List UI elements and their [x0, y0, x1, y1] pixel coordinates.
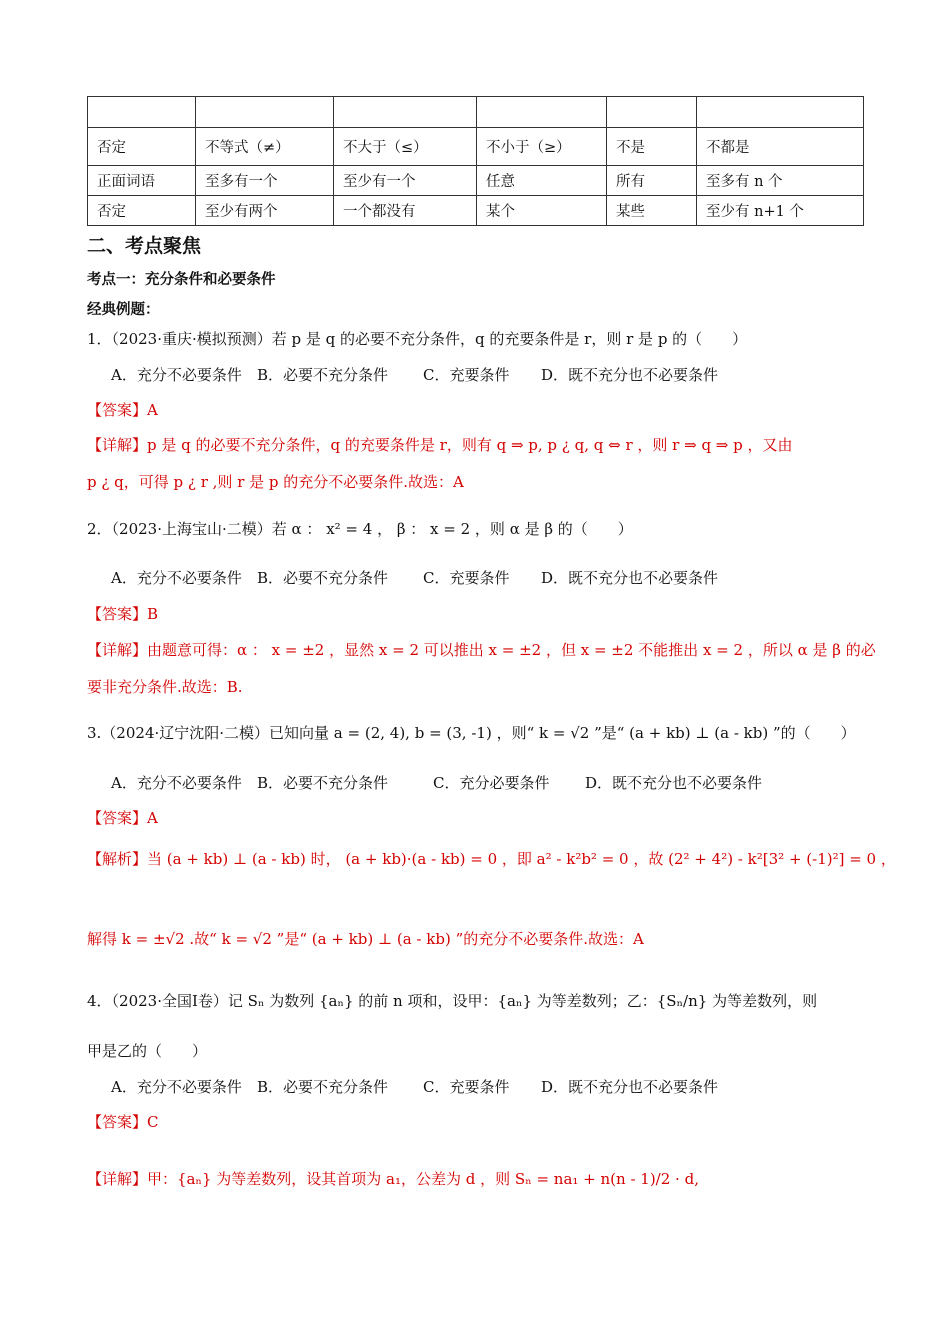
option-c: C．充要条件: [423, 569, 510, 587]
section-title: 二、考点聚焦: [87, 235, 202, 257]
option-c: C．充要条件: [423, 366, 510, 384]
table-cell: 至少有一个: [334, 166, 477, 196]
q4-answer: 【答案】C: [87, 1113, 159, 1131]
table-cell: [334, 97, 477, 128]
option-d: D．既不充分也不必要条件: [541, 569, 719, 587]
option-a: A．充分不必要条件: [111, 774, 242, 792]
option-b: B．必要不充分条件: [257, 366, 389, 384]
table-cell: 所有: [607, 166, 697, 196]
option-a: A．充分不必要条件: [111, 569, 242, 587]
q1-answer: 【答案】A: [87, 401, 158, 419]
q4-options: [111, 1076, 718, 1097]
table-row: [88, 128, 864, 166]
table-cell: 不小于（≥）: [477, 128, 607, 166]
table-cell: 任意: [477, 166, 607, 196]
q1-options: [111, 364, 718, 385]
q3-detail-line2: 解得 k = ±√2 .故“ k = √2 ”是“ (a + kb) ⊥ (a - kb) ”的充分不必要条件.故选：A: [87, 930, 644, 948]
q3-stem: 3.（2024·辽宁沈阳·二模）已知向量 a = (2, 4), b = (3, -1) ，则“ k = √2 ”是“ (a + kb) ⊥ (a - kb) ”的（ ）: [87, 724, 856, 742]
table-cell: 至少有 n+1 个: [697, 196, 864, 226]
option-b: B．必要不充分条件: [257, 774, 389, 792]
q1-detail-line2: p ¿ q，可得 p ¿ r ,则 r 是 p 的充分不必要条件.故选：A: [87, 473, 464, 491]
option-c: C．充分必要条件: [433, 774, 550, 792]
table-row: [88, 196, 864, 226]
point-title: 考点一：充分条件和必要条件: [87, 272, 276, 288]
negation-table: [87, 96, 864, 226]
table-cell: 不是: [607, 128, 697, 166]
option-d: D．既不充分也不必要条件: [585, 774, 763, 792]
q3-answer: 【答案】A: [87, 809, 158, 827]
table-cell: 某些: [607, 196, 697, 226]
option-a: A．充分不必要条件: [111, 366, 242, 384]
q2-detail-line1: 【详解】由题意可得：α ： x = ±2 ，显然 x = 2 可以推出 x = ±2 ，但 x = ±2 不能推出 x = 2 ，所以 α 是 β 的必: [87, 641, 876, 659]
option-d: D．既不充分也不必要条件: [541, 1078, 719, 1096]
option-d: D．既不充分也不必要条件: [541, 366, 719, 384]
q2-detail-line2: 要非充分条件.故选：B.: [87, 678, 243, 696]
option-a: A．充分不必要条件: [111, 1078, 242, 1096]
table-cell: 正面词语: [88, 166, 196, 196]
q2-stem: 2．（2023·上海宝山·二模）若 α ： x² = 4 ， β ： x = 2 ，则 α 是 β 的（ ）: [87, 520, 633, 538]
option-b: B．必要不充分条件: [257, 569, 389, 587]
option-b: B．必要不充分条件: [257, 1078, 389, 1096]
table-cell: 一个都没有: [334, 196, 477, 226]
examples-label: 经典例题：: [87, 302, 160, 318]
q3-detail-line1: 【解析】当 (a + kb) ⊥ (a - kb) 时， (a + kb)·(a - kb) = 0 ，即 a² - k²b² = 0 ，故 (2² + 4²) - k²[3² + (-1)²] = 0 ，: [87, 850, 896, 868]
table-cell: [477, 97, 607, 128]
q1-detail-line1: 【详解】p 是 q 的必要不充分条件，q 的充要条件是 r，则有 q ⇒ p, p ¿ q, q ⇔ r ，则 r ⇒ q ⇒ p ，又由: [87, 436, 793, 454]
table-cell: [88, 97, 196, 128]
table-row: [88, 97, 864, 128]
q4-stem-line1: 4．（2023·全国Ⅰ卷）记 Sₙ 为数列 {aₙ} 的前 n 项和，设甲：{aₙ} 为等差数列；乙：{Sₙ/n} 为等差数列，则: [87, 992, 818, 1010]
table-cell: [196, 97, 334, 128]
q4-detail-line1: 【详解】甲：{aₙ} 为等差数列，设其首项为 a₁，公差为 d ，则 Sₙ = na₁ + n(n - 1)/2 · d,: [87, 1170, 699, 1188]
q2-answer: 【答案】B: [87, 605, 159, 623]
table-row: [88, 166, 864, 196]
option-c: C．充要条件: [423, 1078, 510, 1096]
table-cell: [607, 97, 697, 128]
table-cell: 至少有两个: [196, 196, 334, 226]
table-cell: 某个: [477, 196, 607, 226]
table-cell: 至多有 n 个: [697, 166, 864, 196]
table-cell: 至多有一个: [196, 166, 334, 196]
table-cell: 不等式（≠）: [196, 128, 334, 166]
q1-stem: 1．（2023·重庆·模拟预测）若 p 是 q 的必要不充分条件，q 的充要条件是 r，则 r 是 p 的（ ）: [87, 330, 748, 348]
q3-options: [111, 772, 762, 793]
q2-options: [111, 567, 718, 588]
q4-stem-line2: 甲是乙的（ ）: [87, 1042, 208, 1060]
table-cell: 否定: [88, 128, 196, 166]
table-cell: 否定: [88, 196, 196, 226]
table-cell: 不都是: [697, 128, 864, 166]
table-cell: [697, 97, 864, 128]
table-cell: 不大于（≤）: [334, 128, 477, 166]
